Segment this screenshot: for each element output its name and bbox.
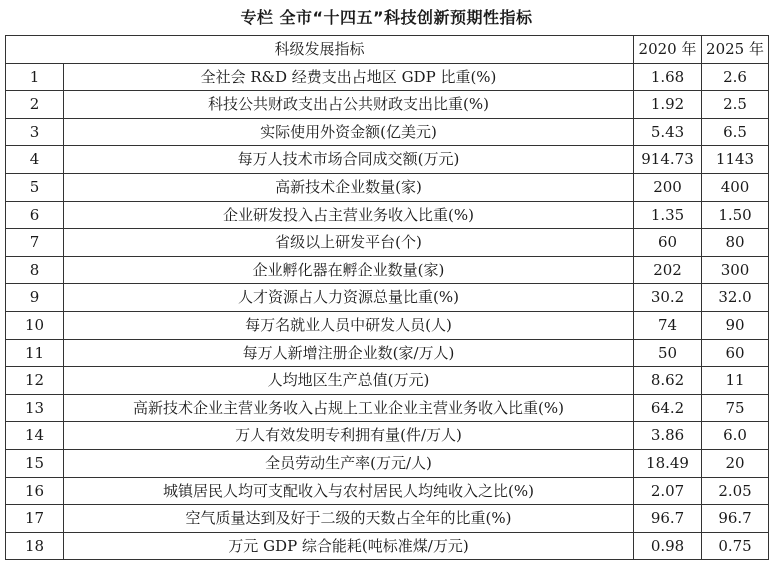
value-2020-cell: 202 <box>634 256 702 284</box>
row-number-cell: 8 <box>6 256 64 284</box>
indicator-name-cell: 全员劳动生产率(万元/人) <box>64 449 634 477</box>
value-2025-cell: 6.5 <box>702 118 769 146</box>
indicator-name-cell: 每万人新增注册企业数(家/万人) <box>64 339 634 367</box>
indicator-name-cell: 省级以上研发平台(个) <box>64 229 634 257</box>
value-2025-cell: 6.0 <box>702 422 769 450</box>
row-number-cell: 2 <box>6 91 64 119</box>
indicator-name-cell: 每万人技术市场合同成交额(万元) <box>64 146 634 174</box>
table-header-row <box>6 36 769 64</box>
indicator-name-cell: 每万名就业人员中研发人员(人) <box>64 311 634 339</box>
table-row <box>6 422 769 450</box>
table-row <box>6 477 769 505</box>
header-indicator: 科级发展指标 <box>6 36 634 64</box>
value-2020-cell: 8.62 <box>634 367 702 395</box>
table-row <box>6 394 769 422</box>
value-2025-cell: 75 <box>702 394 769 422</box>
value-2020-cell: 3.86 <box>634 422 702 450</box>
value-2025-cell: 0.75 <box>702 532 769 560</box>
value-2025-cell: 11 <box>702 367 769 395</box>
value-2020-cell: 64.2 <box>634 394 702 422</box>
row-number-cell: 1 <box>6 63 64 91</box>
value-2020-cell: 5.43 <box>634 118 702 146</box>
row-number-cell: 3 <box>6 118 64 146</box>
row-number-cell: 11 <box>6 339 64 367</box>
table-row <box>6 311 769 339</box>
row-number-cell: 18 <box>6 532 64 560</box>
row-number-cell: 12 <box>6 367 64 395</box>
value-2025-cell: 60 <box>702 339 769 367</box>
row-number-cell: 17 <box>6 505 64 533</box>
table-row <box>6 367 769 395</box>
row-number-cell: 6 <box>6 201 64 229</box>
value-2025-cell: 20 <box>702 449 769 477</box>
value-2025-cell: 96.7 <box>702 505 769 533</box>
table-row <box>6 201 769 229</box>
table-row <box>6 146 769 174</box>
row-number-cell: 14 <box>6 422 64 450</box>
indicator-table <box>5 35 769 560</box>
value-2025-cell: 90 <box>702 311 769 339</box>
header-2020: 2020 年 <box>634 36 702 64</box>
row-number-cell: 15 <box>6 449 64 477</box>
value-2020-cell: 2.07 <box>634 477 702 505</box>
table-row <box>6 532 769 560</box>
indicator-name-cell: 空气质量达到及好于二级的天数占全年的比重(%) <box>64 505 634 533</box>
value-2025-cell: 2.6 <box>702 63 769 91</box>
value-2020-cell: 18.49 <box>634 449 702 477</box>
indicator-name-cell: 企业研发投入占主营业务收入比重(%) <box>64 201 634 229</box>
indicator-name-cell: 万人有效发明专利拥有量(件/万人) <box>64 422 634 450</box>
table-row <box>6 229 769 257</box>
value-2025-cell: 2.5 <box>702 91 769 119</box>
value-2025-cell: 32.0 <box>702 284 769 312</box>
indicator-name-cell: 企业孵化器在孵企业数量(家) <box>64 256 634 284</box>
row-number-cell: 16 <box>6 477 64 505</box>
value-2020-cell: 30.2 <box>634 284 702 312</box>
table-row <box>6 63 769 91</box>
table-row <box>6 339 769 367</box>
header-2025: 2025 年 <box>702 36 769 64</box>
value-2025-cell: 1.50 <box>702 201 769 229</box>
value-2020-cell: 96.7 <box>634 505 702 533</box>
table-row <box>6 284 769 312</box>
indicator-name-cell: 人才资源占人力资源总量比重(%) <box>64 284 634 312</box>
table-row <box>6 91 769 119</box>
indicator-name-cell: 高新技术企业数量(家) <box>64 173 634 201</box>
row-number-cell: 5 <box>6 173 64 201</box>
table-row <box>6 505 769 533</box>
value-2020-cell: 200 <box>634 173 702 201</box>
value-2020-cell: 74 <box>634 311 702 339</box>
value-2020-cell: 1.92 <box>634 91 702 119</box>
table-row <box>6 449 769 477</box>
value-2025-cell: 300 <box>702 256 769 284</box>
row-number-cell: 7 <box>6 229 64 257</box>
value-2020-cell: 914.73 <box>634 146 702 174</box>
table-row <box>6 256 769 284</box>
value-2025-cell: 1143 <box>702 146 769 174</box>
value-2020-cell: 1.68 <box>634 63 702 91</box>
value-2025-cell: 80 <box>702 229 769 257</box>
indicator-name-cell: 人均地区生产总值(万元) <box>64 367 634 395</box>
table-row <box>6 173 769 201</box>
indicator-name-cell: 城镇居民人均可支配收入与农村居民人均纯收入之比(%) <box>64 477 634 505</box>
value-2025-cell: 400 <box>702 173 769 201</box>
indicator-name-cell: 万元 GDP 综合能耗(吨标准煤/万元) <box>64 532 634 560</box>
table-row <box>6 118 769 146</box>
row-number-cell: 13 <box>6 394 64 422</box>
row-number-cell: 9 <box>6 284 64 312</box>
indicator-name-cell: 全社会 R&D 经费支出占地区 GDP 比重(%) <box>64 63 634 91</box>
row-number-cell: 4 <box>6 146 64 174</box>
value-2020-cell: 1.35 <box>634 201 702 229</box>
indicator-name-cell: 实际使用外资金额(亿美元) <box>64 118 634 146</box>
indicator-name-cell: 科技公共财政支出占公共财政支出比重(%) <box>64 91 634 119</box>
value-2020-cell: 50 <box>634 339 702 367</box>
value-2020-cell: 60 <box>634 229 702 257</box>
value-2020-cell: 0.98 <box>634 532 702 560</box>
value-2025-cell: 2.05 <box>702 477 769 505</box>
page-title: 专栏 全市“十四五”科技创新预期性指标 <box>240 8 533 27</box>
indicator-name-cell: 高新技术企业主营业务收入占规上工业企业主营业务收入比重(%) <box>64 394 634 422</box>
row-number-cell: 10 <box>6 311 64 339</box>
